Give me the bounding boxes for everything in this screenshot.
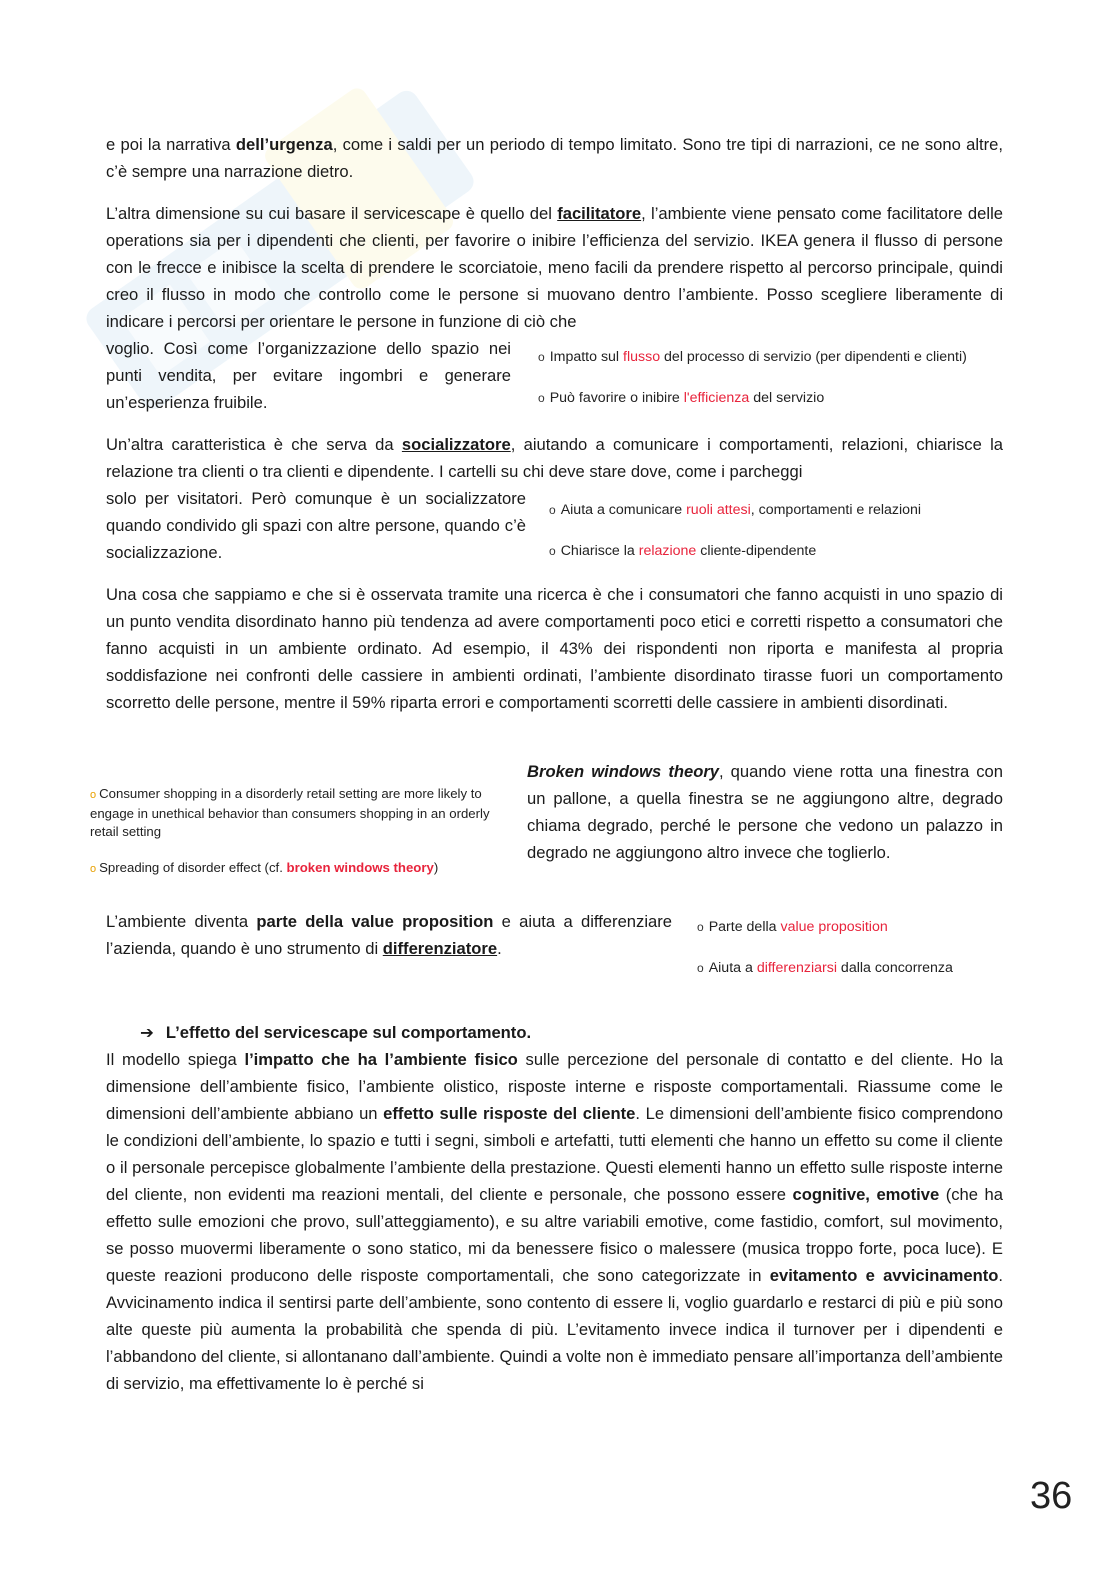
paragraph-facilitatore: L’altra dimensione su cui basare il servicescape è quello del facilitatore, l’ambiente viene pensato come facilitatore delle operations sia per i dipendenti che clienti, per favorire o inibire l’efficienza del servizio. IKEA genera il flusso di persone con le frecce e inibisce la scelta di prendere le scorciatoie, meno facili da prendere rispetto al percorso principale, quindi creo il flusso in modo che controllo come le persone si muovano dentro l’ambiente. Posso scegliere liberamente di indicare i percorsi per orientare le persone in funzione di ciò che (106, 204, 1003, 331)
note-disorderly: o Consumer shopping in a disorderly retail setting are more likely to engage in unethical behavior than consumers shopping in an orderly retail setting (90, 786, 490, 839)
paragraph-ricerca: Una cosa che sappiamo e che si è osservata tramite una ricerca è che i consumatori che fanno acquisti in uno spazio di un punto vendita disordinato hanno più tendenza ad avere comportamenti poco etici e corretti rispetto a consumatori che fanno acquisti in un ambiente ordinato. Ad esempio, il 43% dei rispondenti non riporta e manifesta al propria soddisfazione nei confronti delle cassiere in ambienti ordinati, l’ambiente disordinato tirasse fuori un comportamento scorretto delle persone, mentre il 59% riparta errori e comportamenti scorretti delle cassiere in ambienti disordinati. (106, 585, 1003, 712)
paragraph-facilitatore-cont: voglio. Così come l’organizzazione dello spazio nei punti vendita, per evitare ingombri e generare un’esperienza fruibile. (106, 339, 511, 412)
note-efficienza: o Può favorire o inibire l'efficienza del servizio (538, 390, 825, 406)
note-relazione: o Chiarisce la relazione cliente-dipendente (549, 543, 817, 559)
note-value-proposition: o Parte della value proposition (697, 919, 888, 935)
note-ruoli: o Aiuta a comunicare ruoli attesi, comportamenti e relazioni (549, 502, 922, 518)
note-flusso: o Impatto sul flusso del processo di servizio (per dipendenti e clienti) (538, 349, 967, 365)
paragraph-modello: Il modello spiega l’impatto che ha l’ambiente fisico sulle percezione del personale di contatto e del cliente. Ho la dimensione dell’ambiente fisico, l’ambiente olistico, risposte interne e risposte comportamentali. Riassume come le dimensioni dell’ambiente abbiano un effetto sulle risposte del cliente. Le dimensioni dell’ambiente fisico comprendono le condizioni dell’ambiente, lo spazio e tutti i segni, simboli e artefatti, tutti elementi che hanno un effetto su come il cliente o il personale percepisce globalmente l’ambiente della prestazione. Questi elementi hanno un effetto sulle risposte interne del cliente, non evidenti ma reazioni mentali, del cliente e personale, che possono essere cognitive, emotive (che ha effetto sulle emozioni che provo, sull’atteggiamento), e su altre variabili emotive, come fastidio, comfort, sul movimento, se posso muovermi liberamente o sono statico, mi da benessere fisico o malessere (musica troppo forte, poca luce). E queste reazioni producono delle risposte comportamentali, che sono categorizzate in evitamento e avvicinamento. Avvicinamento indica il sentirsi parte dell’ambiente, sono contento di essere li, voglio guardarlo e restarci di più e più sono alte queste più aumenta la probabilità che spenda di più. L’evitamento invece indica il turnover per i dipendenti e l’abbandono del cliente, si allontanano dall’ambiente. Quindi a volte non è immediato pensare all’importanza dell’ambiente di servizio, ma effettivamente lo è perché si (106, 1050, 1004, 1393)
paragraph-socializzatore-cont: solo per visitatori. Però comunque è un socializzatore quando condivido gli spazi con altre persone, quando c’è socializzazione. (106, 489, 526, 562)
note-differenziarsi: o Aiuta a differenziarsi dalla concorrenza (697, 960, 953, 976)
arrow-right-icon: ➔ (140, 1023, 154, 1042)
section-heading: ➔ L’effetto del servicescape sul comportamento. (140, 1023, 532, 1042)
paragraph-value-proposition: L’ambiente diventa parte della value proposition e aiuta a differenziare l’azienda, quando è uno strumento di differenziatore. (106, 912, 672, 958)
paragraph-socializzatore: Un’altra caratteristica è che serva da socializzatore, aiutando a comunicare i comportamenti, relazioni, chiarisce la relazione tra clienti o tra clienti e dipendente. I cartelli su chi deve stare dove, come i parcheggi (106, 435, 1004, 481)
paragraph-urgenza: e poi la narrativa dell’urgenza, come i saldi per un periodo di tempo limitato. Sono tre tipi di narrazioni, ce ne sono altre, c’è sempre una narrazione dietro. (106, 135, 1003, 181)
note-broken-windows: o Spreading of disorder effect (cf. broken windows theory) (90, 860, 439, 875)
page-number: 36 (1030, 1475, 1073, 1517)
paragraph-broken-windows: Broken windows theory, quando viene rotta una finestra con un pallone, a quella finestra se ne aggiungono altre, degrado chiama degrado, perché le persone che vedono un palazzo in degrado ne aggiungono altro invece che toglierlo. (527, 762, 1003, 862)
